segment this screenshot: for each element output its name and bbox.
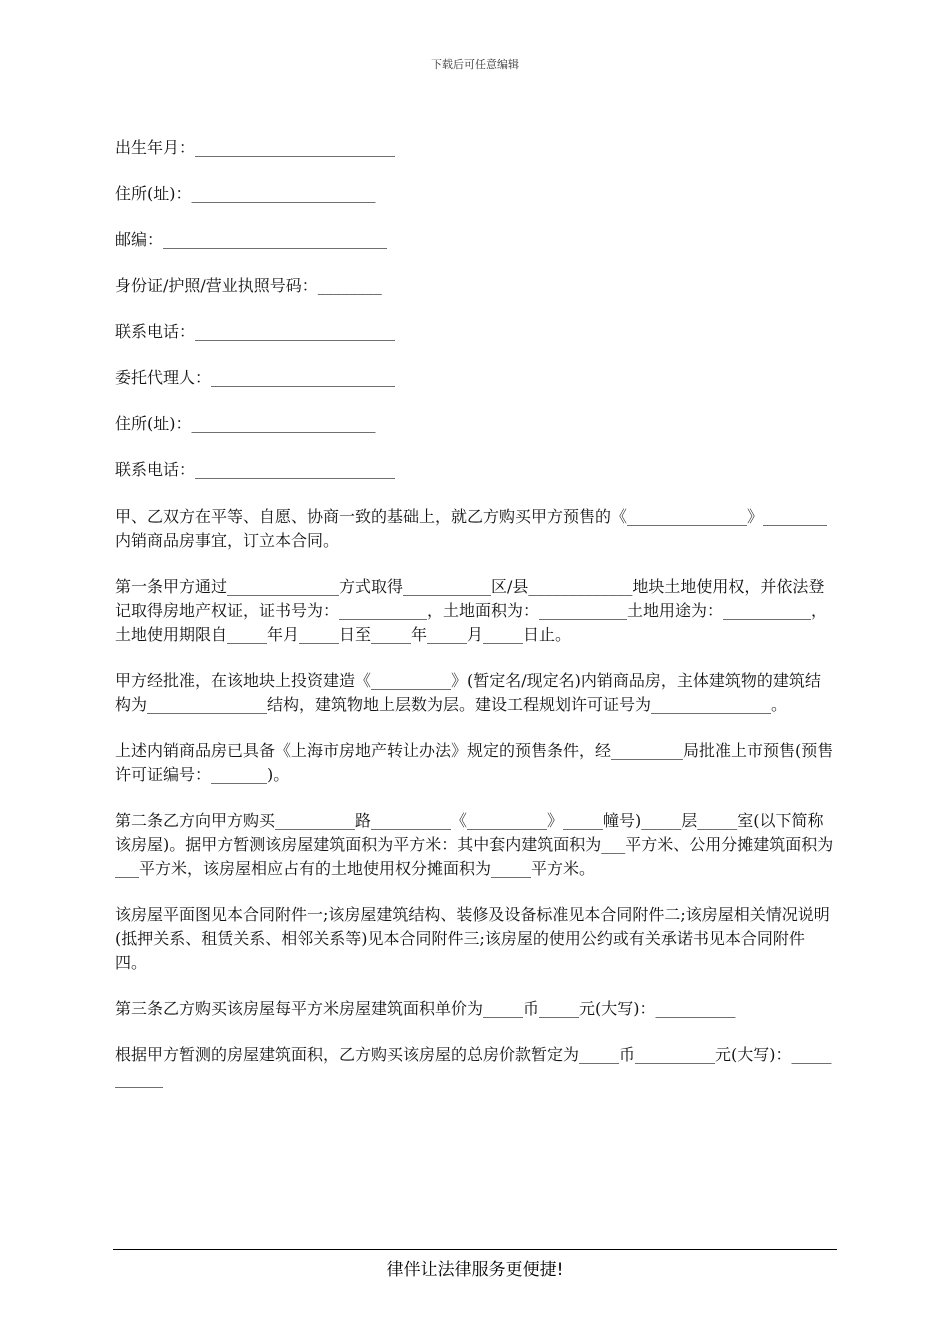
header-note: 下载后可任意编辑 (431, 58, 519, 71)
field-birth-date: 出生年月：_________________________ (115, 138, 396, 157)
intro-paragraph: 甲、乙双方在平等、自愿、协商一致的基础上，就乙方购买甲方预售的《_______________》________内销商品房事宜，订立本合同。 (115, 507, 828, 550)
field-agent: 委托代理人：_______________________ (115, 368, 396, 387)
contract-body (115, 137, 835, 1113)
footer-divider (113, 1249, 837, 1250)
presale-paragraph: 上述内销商品房已具备《上海市房地产转让办法》规定的预售条件，经_________局批准上市预售(预售许可证编号：_______)。 (115, 741, 834, 784)
footer-slogan: 律伴让法律服务更便捷! (386, 1260, 564, 1280)
field-postcode: 邮编：____________________________ (115, 230, 388, 249)
field-agent-address: 住所(址)：_______________________ (115, 414, 376, 433)
field-agent-phone: 联系电话：_________________________ (115, 460, 396, 479)
field-address: 住所(址)：_______________________ (115, 184, 376, 203)
field-id-number: 身份证/护照/营业执照号码：________ (115, 276, 382, 295)
article-1-paragraph: 第一条甲方通过______________方式取得___________区/县_____________地块土地使用权，并依法登记取得房地产权证，证书号为：___________，土地面积为：___________土地用途为：___________，土地使用期限自_____年月_____日至_____年_____月_____日止。 (115, 577, 828, 644)
attachments-paragraph: 该房屋平面图见本合同附件一;该房屋建筑结构、装修及设备标准见本合同附件二;该房屋相关情况说明(抵押关系、租赁关系、相邻关系等)见本合同附件三;该房屋的使用公约或有关承诺书见本合同附件四。 (115, 905, 830, 972)
total-price-paragraph: 根据甲方暂测的房屋建筑面积，乙方购买该房屋的总房价款暂定为_____币__________元(大写)：___________ (115, 1045, 832, 1088)
construction-paragraph: 甲方经批准，在该地块上投资建造《__________》(暂定名/现定名)内销商品房，主体建筑物的建筑结构为_______________结构，建筑物地上层数为层。建设工程规划许可证号为_______________。 (115, 671, 821, 714)
field-phone: 联系电话：_________________________ (115, 322, 396, 341)
article-2-paragraph: 第二条乙方向甲方购买__________路__________《__________》_____幢号)_____层_____室(以下简称该房屋)。据甲方暂测该房屋建筑面积为平方米：其中套内建筑面积为___平方米、公用分摊建筑面积为___平方米，该房屋相应占有的土地使用权分摊面积为_____平方米。 (115, 811, 834, 878)
article-3-paragraph: 第三条乙方购买该房屋每平方米房屋建筑面积单价为_____币_____元(大写)：__________ (115, 999, 736, 1018)
